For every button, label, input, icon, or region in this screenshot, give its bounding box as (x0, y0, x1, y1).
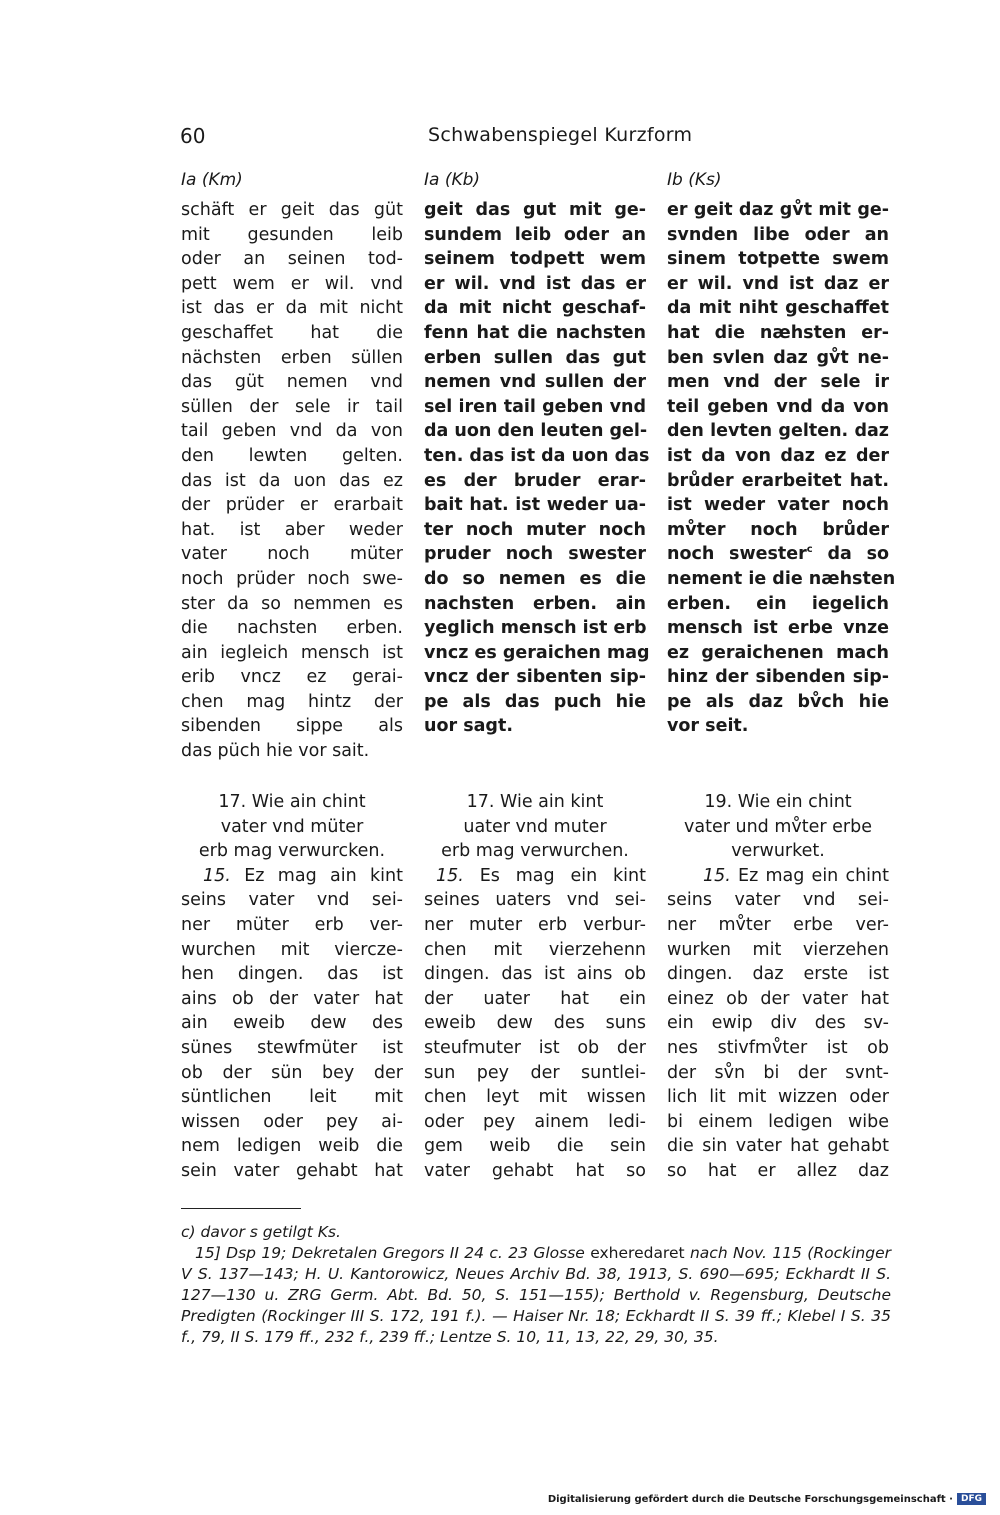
text-line: es der bruder erar- (424, 470, 646, 491)
text-line: sun pey der suntlei- (424, 1062, 646, 1083)
text-line: svnden libe oder an (667, 224, 889, 245)
text-line: wurchen mit viercze- (181, 939, 403, 960)
paragraph-first-words: Es mag ein kint (479, 865, 646, 886)
text-line: erib vncz ez gerai- (181, 667, 403, 688)
section-heading-line: vater und mv̊ter erbe (684, 816, 872, 837)
footnote-marker: c (806, 544, 813, 556)
text-line: geit das gut mit ge- (424, 200, 646, 220)
paragraph-number: 15. (203, 865, 231, 886)
footnote-15 (181, 1243, 891, 1348)
text-line: brůder erarbeitet hat. (667, 470, 889, 491)
text-line: ein ewip div des sv- (667, 1013, 889, 1034)
text-line: er wil. vnd ist das er (424, 273, 646, 294)
text-line: ain iegleich mensch ist (181, 642, 403, 663)
paragraph-number: 15. (703, 865, 731, 886)
text-line: sünes stewfmüter ist (181, 1037, 403, 1058)
footnote-c: c) davor s getilgt Ks. (181, 1223, 341, 1241)
column-a-top-text (181, 198, 403, 764)
text-line: die sin vater hat gehabt (667, 1136, 889, 1157)
text-line: ner mv̊ter erbe ver- (667, 914, 889, 935)
section-heading-line: erb mag verwurchen. (441, 841, 629, 862)
text-line: pruder noch swester (424, 544, 646, 565)
text-line: ster da so nemmen es (181, 593, 403, 614)
text-line: sel iren tail geben vnd (424, 396, 646, 417)
text-line: er geit daz gv̊t mit ge- (667, 200, 889, 220)
text-line: nes stivfmv̊ter ist ob (667, 1037, 889, 1058)
text-line: seinem todpett wem (424, 249, 646, 270)
text-line: mensch ist erbe vnze (667, 618, 889, 639)
text-line: oder an seinen tod- (181, 249, 403, 270)
text-line: vater noch müter (181, 544, 403, 565)
text-line: wissen oder pey ai- (181, 1111, 403, 1132)
text-line: das güt nemen vnd (181, 372, 403, 393)
text-fragment: da so (827, 544, 890, 565)
dfg-logo-icon: DFG (957, 1493, 986, 1505)
text-line: ist da von daz ez der (667, 445, 889, 466)
text-line: lich lit mit wizzen oder (667, 1087, 889, 1108)
text-line: ten. das ist da uon das (424, 445, 650, 466)
text-line: erben sullen das gut (424, 347, 646, 368)
text-line: seins vater vnd sei- (667, 890, 889, 911)
text-line: chen leyt mit wissen (424, 1087, 646, 1108)
text-line: süllen der sele ir tail (181, 396, 403, 417)
paragraph-number: 15. (436, 865, 464, 886)
text-line: der uater hat ein (424, 988, 646, 1009)
text-line: ain eweib dew des (181, 1013, 403, 1034)
text-line: den lewten gelten. (181, 445, 403, 466)
column-label-b: Ia (Kb) (424, 170, 481, 190)
text-line: teil geben vnd da von (667, 396, 889, 417)
section-heading-line: 17. Wie ain chint (218, 792, 366, 812)
footnote-15-part-b: nach Nov. 115 (Rockinger V S. 137—143; H. U. Kantorowicz, Neues Archiv Bd. 38, 1913, S. 690—695; Eckhardt II S. 127—130 u. ZRG Germ. Abt. Bd. 50, S. 151—155); Berthold v. Regensburg, Deutsche Predigten (Rockinger III S. 172, 191 f.). — Haiser Nr. 18; Eckhardt II S. 39 ff.; Klebel I S. 35 f., 79, II S. 179 ff., 232 f., 239 ff.; Lentze S. 10, 11, 13, 22, 29, 30, 35. (181, 1244, 891, 1346)
text-line: nemen vnd sullen der (424, 372, 646, 393)
text-fragment: noch swester (667, 544, 807, 565)
text-line: mv̊ter noch brůder (667, 519, 889, 540)
text-line: pe als das puch hie (424, 691, 646, 712)
text-line: erben. ein iegelich (667, 593, 889, 614)
text-line: vncz der sibenten sip- (424, 667, 646, 688)
text-line: bait hat. ist weder ua- (424, 495, 646, 516)
text-line: da uon den leuten gel- (424, 421, 648, 442)
text-line: hat. ist aber weder (181, 519, 403, 540)
text-line: geschaffet hat die (181, 322, 403, 343)
text-line: hen dingen. das ist (181, 964, 403, 985)
paragraph-first-words: Ez mag ain kint (244, 865, 403, 886)
text-line: das ist da uon das ez (181, 470, 403, 491)
footnote-rule (181, 1208, 301, 1209)
section-heading-line: erb mag verwurcken. (198, 841, 386, 862)
column-b-bottom (424, 790, 646, 1184)
text-line: seins vater vnd sei- (181, 890, 403, 911)
column-label-c: Ib (Ks) (667, 170, 722, 190)
text-line: yeglich mensch ist erb (424, 618, 647, 639)
text-line (667, 542, 889, 567)
text-line: mit gesunden leib (181, 224, 403, 245)
text-line: er wil. vnd ist daz er (667, 273, 889, 294)
text-line: pett wem er wil. vnd (181, 273, 403, 294)
column-c-top-text (667, 198, 896, 739)
text-line: ben svlen daz gv̊t ne- (667, 347, 889, 368)
text-line: fenn hat die nachsten (424, 322, 646, 343)
text-line: chen mag hintz der (181, 691, 403, 712)
text-line: die nachsten erben. (181, 618, 403, 639)
paragraph-first-words: Ez mag ein chint (738, 865, 889, 886)
text-line: nement ie die næhsten (667, 568, 896, 589)
footnote-15-upright-word: exheredaret (590, 1244, 685, 1262)
text-line: dingen. das ist ains ob (424, 964, 646, 985)
text-line: ist das er da mit nicht (181, 298, 403, 319)
text-line: gem weib die sein (424, 1136, 646, 1157)
text-line: tail geben vnd da von (181, 421, 403, 442)
text-line: nachsten erben. ain (424, 593, 646, 614)
text-line: der sv̊n bi der svnt- (667, 1062, 889, 1083)
text-line: nem ledigen weib die (181, 1136, 403, 1157)
text-line: chen mit vierzehenn (424, 939, 646, 960)
text-line: ner muter erb verbur- (424, 914, 646, 935)
text-line: nächsten erben süllen (181, 347, 403, 368)
section-heading-line: 17. Wie ain kint (466, 792, 604, 812)
text-line: steufmuter ist ob der (424, 1037, 646, 1058)
text-line: bi einem ledigen wibe (667, 1111, 889, 1132)
footnote-15-part-a: 15] Dsp 19; Dekretalen Gregors II 24 c. 23 Glosse (195, 1244, 585, 1262)
text-line: wurken mit vierzehen (667, 939, 889, 960)
section-heading-line: 19. Wie ein chint (704, 792, 852, 812)
column-b-top-text (424, 198, 650, 739)
column-label-a: Ia (Km) (181, 170, 243, 190)
text-line: so hat er allez daz (667, 1160, 889, 1181)
text-line: hinz der sibenden sip- (667, 667, 889, 688)
footnotes (181, 1222, 891, 1348)
section-heading-line: uater vnd muter (463, 816, 607, 837)
digitization-credit (548, 1493, 986, 1505)
text-line: oder pey ainem ledi- (424, 1111, 646, 1132)
paragraph-first-line (424, 864, 646, 889)
section-heading-line: vater vnd müter (220, 816, 364, 837)
text-line: sein vater gehabt hat (181, 1160, 403, 1181)
text-line: ez geraichenen mach (667, 642, 889, 663)
text-line: uor sagt. (424, 716, 513, 737)
text-line: eweib dew des suns (424, 1013, 646, 1034)
text-line: men vnd der sele ir (667, 372, 889, 393)
page-number: 60 (180, 124, 206, 148)
running-title: Schwabenspiegel Kurzform (428, 124, 693, 146)
text-line: hat die næhsten er- (667, 322, 889, 343)
text-line: da mit nicht geschaf- (424, 298, 646, 319)
text-line: vater gehabt hat so (424, 1160, 646, 1181)
paragraph-first-line (181, 864, 403, 889)
text-line: das püch hie vor sait. (181, 741, 370, 762)
text-line: pe als daz bv̊ch hie (667, 691, 889, 712)
text-line: süntlichen leit mit (181, 1087, 403, 1108)
text-line: sibenden sippe als (181, 716, 403, 737)
text-line: do so nemen es die (424, 568, 646, 589)
text-line: vor seit. (667, 716, 749, 737)
text-line: der prüder er erarbait (181, 495, 403, 516)
text-line: ter noch muter noch (424, 519, 646, 540)
column-a-bottom (181, 790, 403, 1184)
text-line: einez ob der vater hat (667, 988, 889, 1009)
text-line: dingen. daz erste ist (667, 964, 889, 985)
text-line: ob der sün bey der (181, 1062, 403, 1083)
text-line: vncz es geraichen mag (424, 642, 650, 663)
paragraph-first-line (667, 864, 889, 889)
text-line: sinem totpette swem (667, 249, 889, 270)
text-line: noch prüder noch swe- (181, 568, 403, 589)
credit-text: Digitalisierung gefördert durch die Deutsche Forschungsgemeinschaft · (547, 1493, 953, 1505)
text-line: da mit niht geschaffet (667, 298, 889, 319)
section-heading-line: verwurket. (731, 841, 825, 862)
text-line: schäft er geit das güt (181, 200, 403, 220)
text-line: den levten gelten. daz (667, 421, 889, 442)
column-c-bottom (667, 790, 889, 1184)
text-line: ains ob der vater hat (181, 988, 403, 1009)
text-line: sundem leib oder an (424, 224, 646, 245)
text-line: ner müter erb ver- (181, 914, 403, 935)
text-line: seines uaters vnd sei- (424, 890, 646, 911)
text-line: ist weder vater noch (667, 495, 889, 516)
